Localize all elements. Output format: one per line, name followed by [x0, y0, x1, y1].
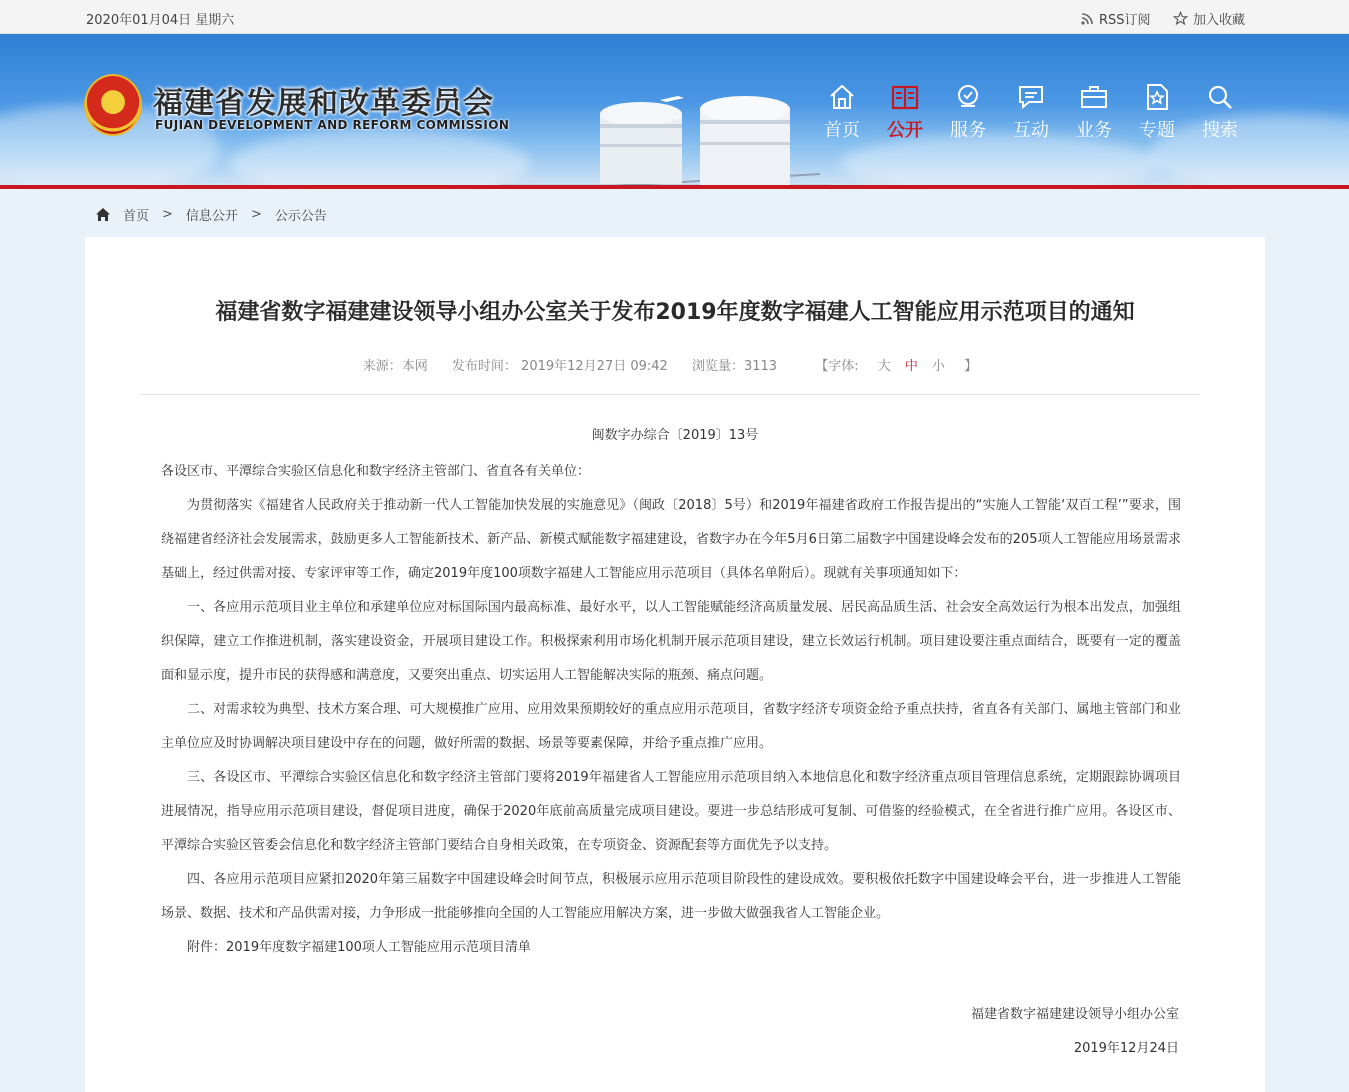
- nav-home[interactable]: [817, 82, 867, 142]
- nav-topics[interactable]: [1132, 82, 1182, 142]
- font-size-large[interactable]: 大: [877, 359, 891, 374]
- nav-topics-label: 专题: [1139, 120, 1175, 141]
- nav-open-info[interactable]: [880, 82, 930, 142]
- main-nav: [0, 82, 1349, 152]
- add-favorite-link[interactable]: [1173, 9, 1245, 28]
- attachment-link[interactable]: 附件：2019年度数字福建100项人工智能应用示范项目清单: [187, 940, 531, 955]
- breadcrumb-separator: >: [162, 207, 173, 222]
- star-document-icon: [1142, 82, 1172, 112]
- nav-search-label: 搜索: [1202, 120, 1238, 141]
- font-size-close: 】: [964, 359, 978, 374]
- breadcrumb-separator: >: [250, 207, 262, 222]
- font-size-label: 【字体:: [815, 359, 859, 374]
- nav-open-info-label: 公开: [887, 120, 923, 141]
- document-number: 闽数字办综合〔2019〕13号: [591, 428, 759, 443]
- star-icon: [1173, 11, 1188, 26]
- breadcrumb-home-link[interactable]: 首页: [123, 209, 150, 224]
- article-title: 福建省数字福建建设领导小组办公室关于发布2019年度数字福建人工智能应用示范项目的通知: [215, 300, 1135, 325]
- article-meta: [85, 355, 1265, 374]
- rss-label: RSS订阅: [1099, 13, 1151, 28]
- nav-service[interactable]: [943, 82, 993, 142]
- meta-divider: [140, 394, 1200, 395]
- breadcrumb-info-open-link[interactable]: 信息公开: [185, 209, 238, 224]
- home-icon: [827, 82, 857, 112]
- signature-block: [971, 998, 1179, 1066]
- book-icon: [890, 82, 920, 112]
- current-date: 2020年01月04日 星期六: [86, 13, 235, 28]
- paragraph-1: 一、各应用示范项目业主单位和承建单位应对标国际国内最高标准、最好水平，以人工智能赋能经济高质量发展、居民高品质生活、社会安全高效运行为根本出发点，加强组织保障，建立工作推进机制，落实建设资金，开展项目建设工作。积极探索利用市场化机制开展示范项目建设，建立长效运行机制。项目建设要注重点面结合，既要有一定的覆盖面和显示度，提升市民的获得感和满意度，又要突出重点、切实运用人工智能解决实际的瓶颈、痛点问题。: [161, 600, 1181, 683]
- nav-business-label: 业务: [1076, 120, 1112, 141]
- sign-date: 2019年12月24日: [1073, 1041, 1179, 1056]
- article-source: 来源：本网: [362, 359, 428, 374]
- article-panel: [85, 237, 1265, 1092]
- article-publish-time: 发布时间： 2019年12月27日 09:42: [451, 359, 668, 374]
- nav-interaction[interactable]: [1006, 82, 1056, 142]
- add-favorite-label: 加入收藏: [1193, 13, 1246, 28]
- nav-search[interactable]: [1195, 82, 1245, 142]
- search-icon: [1205, 82, 1235, 112]
- breadcrumb: [95, 205, 327, 224]
- font-size-small[interactable]: 小: [932, 359, 946, 374]
- nav-interaction-label: 互动: [1013, 120, 1049, 141]
- nav-home-label: 首页: [824, 120, 860, 141]
- rss-link[interactable]: [1080, 9, 1151, 28]
- chat-icon: [1016, 82, 1046, 112]
- article-views: 浏览量：3113: [691, 359, 778, 374]
- site-logo-title: 福建省发展和改革委员会: [153, 86, 494, 121]
- salutation: 各设区市、平潭综合实验区信息化和数字经济主管部门、省直各有关单位：: [161, 464, 591, 479]
- paragraph-4: 四、各应用示范项目应紧扣2020年第三届数字中国建设峰会时间节点，积极展示应用示范项目阶段性的建设成效。要积极依托数字中国建设峰会平台，进一步推进人工智能场景、数据、技术和产品供需对接，力争形成一批能够推向全国的人工智能应用解决方案，进一步做大做强我省人工智能企业。: [161, 872, 1181, 921]
- home-icon: [95, 207, 111, 222]
- header-red-line: [0, 185, 1349, 189]
- nav-business[interactable]: [1069, 82, 1119, 142]
- paragraph-3: 三、各设区市、平潭综合实验区信息化和数字经济主管部门要将2019年福建省人工智能应用示范项目纳入本地信息化和数字经济重点项目管理信息系统，定期跟踪协调项目进展情况，指导应用示范项目建设，督促项目进度，确保于2020年底前高质量完成项目建设。要进一步总结形成可复制、可借鉴的经验模式，在全省进行推广应用。各设区市、平潭综合实验区管委会信息化和数字经济主管部门要结合自身相关政策，在专项资金、资源配套等方面优先予以支持。: [161, 770, 1181, 853]
- site-logo-subtitle: FUJIAN DEVELOPMENT AND REFORM COMMISSION: [155, 118, 510, 132]
- rss-icon: [1080, 12, 1094, 26]
- paragraph-intro: 为贯彻落实《福建省人民政府关于推动新一代人工智能加快发展的实施意见》（闽政〔2018〕5号）和2019年福建省政府工作报告提出的“实施人工智能‘双百工程’”要求，围绕福建省经济社会发展需求，鼓励更多人工智能新技术、新产品、新模式赋能数字福建建设，省数字办在今年5月6日第二届数字中国建设峰会发布的205项人工智能应用场景需求基础上，经过供需对接、专家评审等工作，确定2019年度100项数字福建人工智能应用示范项目（具体名单附后）。现就有关事项通知如下：: [161, 498, 1181, 581]
- font-size-medium[interactable]: 中: [904, 359, 918, 374]
- breadcrumb-announcement-link[interactable]: 公示公告: [274, 209, 327, 224]
- briefcase-icon: [1079, 82, 1109, 112]
- nav-service-label: 服务: [950, 120, 986, 141]
- article-body: [161, 455, 1181, 965]
- signer: 福建省数字福建建设领导小组办公室: [970, 1007, 1179, 1022]
- top-utility-bar: [0, 0, 1349, 34]
- paragraph-2: 二、对需求较为典型、技术方案合理、可大规模推广应用、应用效果预期较好的重点应用示范项目，省数字经济专项资金给予重点扶持，省直各有关部门、属地主管部门和业主单位应及时协调解决项目建设中存在的问题，做好所需的数据、场景等要素保障，并给予重点推广应用。: [161, 702, 1181, 751]
- service-icon: [953, 82, 983, 112]
